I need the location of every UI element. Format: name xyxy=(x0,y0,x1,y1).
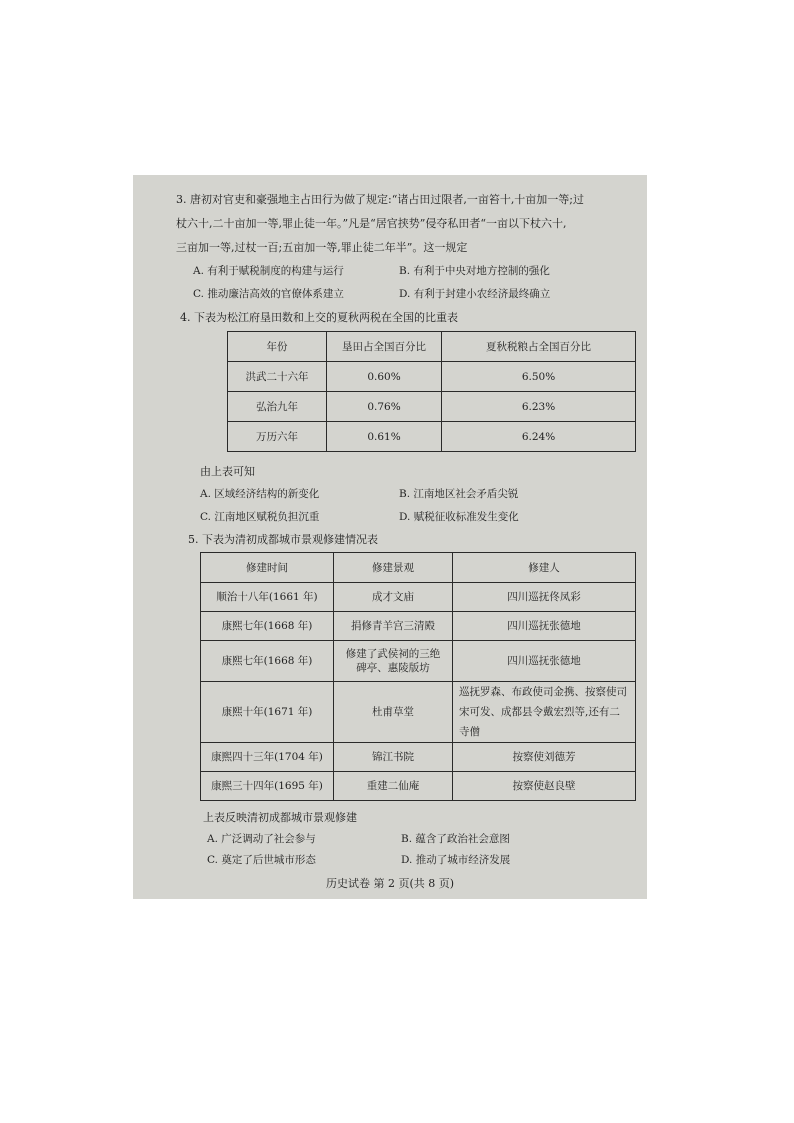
table-cell: 康熙三十四年(1695 年) xyxy=(201,772,334,801)
q4-option-c: C. 江南地区赋税负担沉重 xyxy=(200,511,320,523)
table-cell: 6.23% xyxy=(442,392,636,422)
table-row xyxy=(228,422,636,452)
q3-option-b: B. 有利于中央对地方控制的强化 xyxy=(399,265,550,277)
table-cell: 康熙十年(1671 年) xyxy=(201,682,334,743)
table-cell: 康熙七年(1668 年) xyxy=(201,641,334,682)
table-cell: 弘治九年 xyxy=(228,392,327,422)
table-cell: 四川巡抚张德地 xyxy=(453,641,636,682)
table-cell: 修建了武侯祠的三绝碑亭、惠陵版坊 xyxy=(334,641,453,682)
table-cell: 成才文庙 xyxy=(334,583,453,612)
table-cell: 杜甫草堂 xyxy=(334,682,453,743)
table-cell: 洪武二十六年 xyxy=(228,362,327,392)
table-row xyxy=(201,583,636,612)
table-cell: 四川巡抚张德地 xyxy=(453,612,636,641)
table-cell: 四川巡抚佟凤彩 xyxy=(453,583,636,612)
q5-option-c: C. 奠定了后世城市形态 xyxy=(207,854,316,866)
exam-page xyxy=(133,175,647,899)
table-cell: 康熙七年(1668 年) xyxy=(201,612,334,641)
table-header-row xyxy=(201,553,636,583)
table-cell: 0.76% xyxy=(327,392,442,422)
q3-option-a: A. 有利于赋税制度的构建与运行 xyxy=(193,265,344,277)
q3-stem-line-2: 杖六十,二十亩加一等,罪止徒一年。”凡是“居官挟势”侵夺私田者“一亩以下杖六十, xyxy=(176,217,567,230)
table-row xyxy=(201,612,636,641)
q4-option-d: D. 赋税征收标准发生变化 xyxy=(399,511,519,523)
q3-stem-line-1: 3. 唐初对官吏和豪强地主占田行为做了规定:“诸占田过限者,一亩笞十,十亩加一等;过 xyxy=(176,193,585,206)
q5-option-b: B. 蕴含了政治社会意图 xyxy=(401,833,510,845)
table-row xyxy=(201,682,636,743)
q4-stem: 4. 下表为松江府垦田数和上交的夏秋两税在全国的比重表 xyxy=(180,311,458,324)
q4-option-b: B. 江南地区社会矛盾尖锐 xyxy=(399,488,519,500)
table-cell: 6.24% xyxy=(442,422,636,452)
table-cell: 捐修青羊宫三清殿 xyxy=(334,612,453,641)
page-footer: 历史试卷 第 2 页(共 8 页) xyxy=(325,877,455,890)
table-cell: 锦江书院 xyxy=(334,743,453,772)
q5-header-time: 修建时间 xyxy=(201,553,334,583)
q5-question: 上表反映清初成都城市景观修建 xyxy=(203,811,357,824)
q5-option-a: A. 广泛调动了社会参与 xyxy=(207,833,316,845)
table-row xyxy=(228,392,636,422)
table-cell: 6.50% xyxy=(442,362,636,392)
q3-option-c: C. 推动廉洁高效的官僚体系建立 xyxy=(193,288,344,300)
table-cell: 按察使刘德芳 xyxy=(453,743,636,772)
table-row xyxy=(228,362,636,392)
table-cell: 万历六年 xyxy=(228,422,327,452)
q3-option-d: D. 有利于封建小农经济最终确立 xyxy=(399,288,551,300)
table-cell: 按察使赵良壁 xyxy=(453,772,636,801)
q5-header-builder: 修建人 xyxy=(453,553,636,583)
table-cell: 重建二仙庵 xyxy=(334,772,453,801)
table-cell: 巡抚罗森、布政使司金携、按察使司宋可发、成都县令戴宏烈等,还有二寺僧 xyxy=(453,682,636,743)
table-row xyxy=(201,772,636,801)
table-cell: 0.61% xyxy=(327,422,442,452)
q5-option-d: D. 推动了城市经济发展 xyxy=(401,854,511,866)
table-row xyxy=(201,641,636,682)
q4-table xyxy=(227,331,636,452)
table-cell: 0.60% xyxy=(327,362,442,392)
q3-stem-line-3: 三亩加一等,过杖一百;五亩加一等,罪止徒二年半”。这一规定 xyxy=(176,241,468,254)
q4-header-land: 垦田占全国百分比 xyxy=(327,332,442,362)
table-cell: 顺治十八年(1661 年) xyxy=(201,583,334,612)
q5-table xyxy=(200,552,636,801)
table-row xyxy=(201,743,636,772)
table-cell: 康熙四十三年(1704 年) xyxy=(201,743,334,772)
q5-header-site: 修建景观 xyxy=(334,553,453,583)
table-header-row xyxy=(228,332,636,362)
q4-question: 由上表可知 xyxy=(200,465,255,478)
q4-header-year: 年份 xyxy=(228,332,327,362)
q4-option-a: A. 区域经济结构的新变化 xyxy=(200,488,320,500)
q5-stem: 5. 下表为清初成都城市景观修建情况表 xyxy=(188,533,378,546)
q4-header-tax: 夏秋税粮占全国百分比 xyxy=(442,332,636,362)
